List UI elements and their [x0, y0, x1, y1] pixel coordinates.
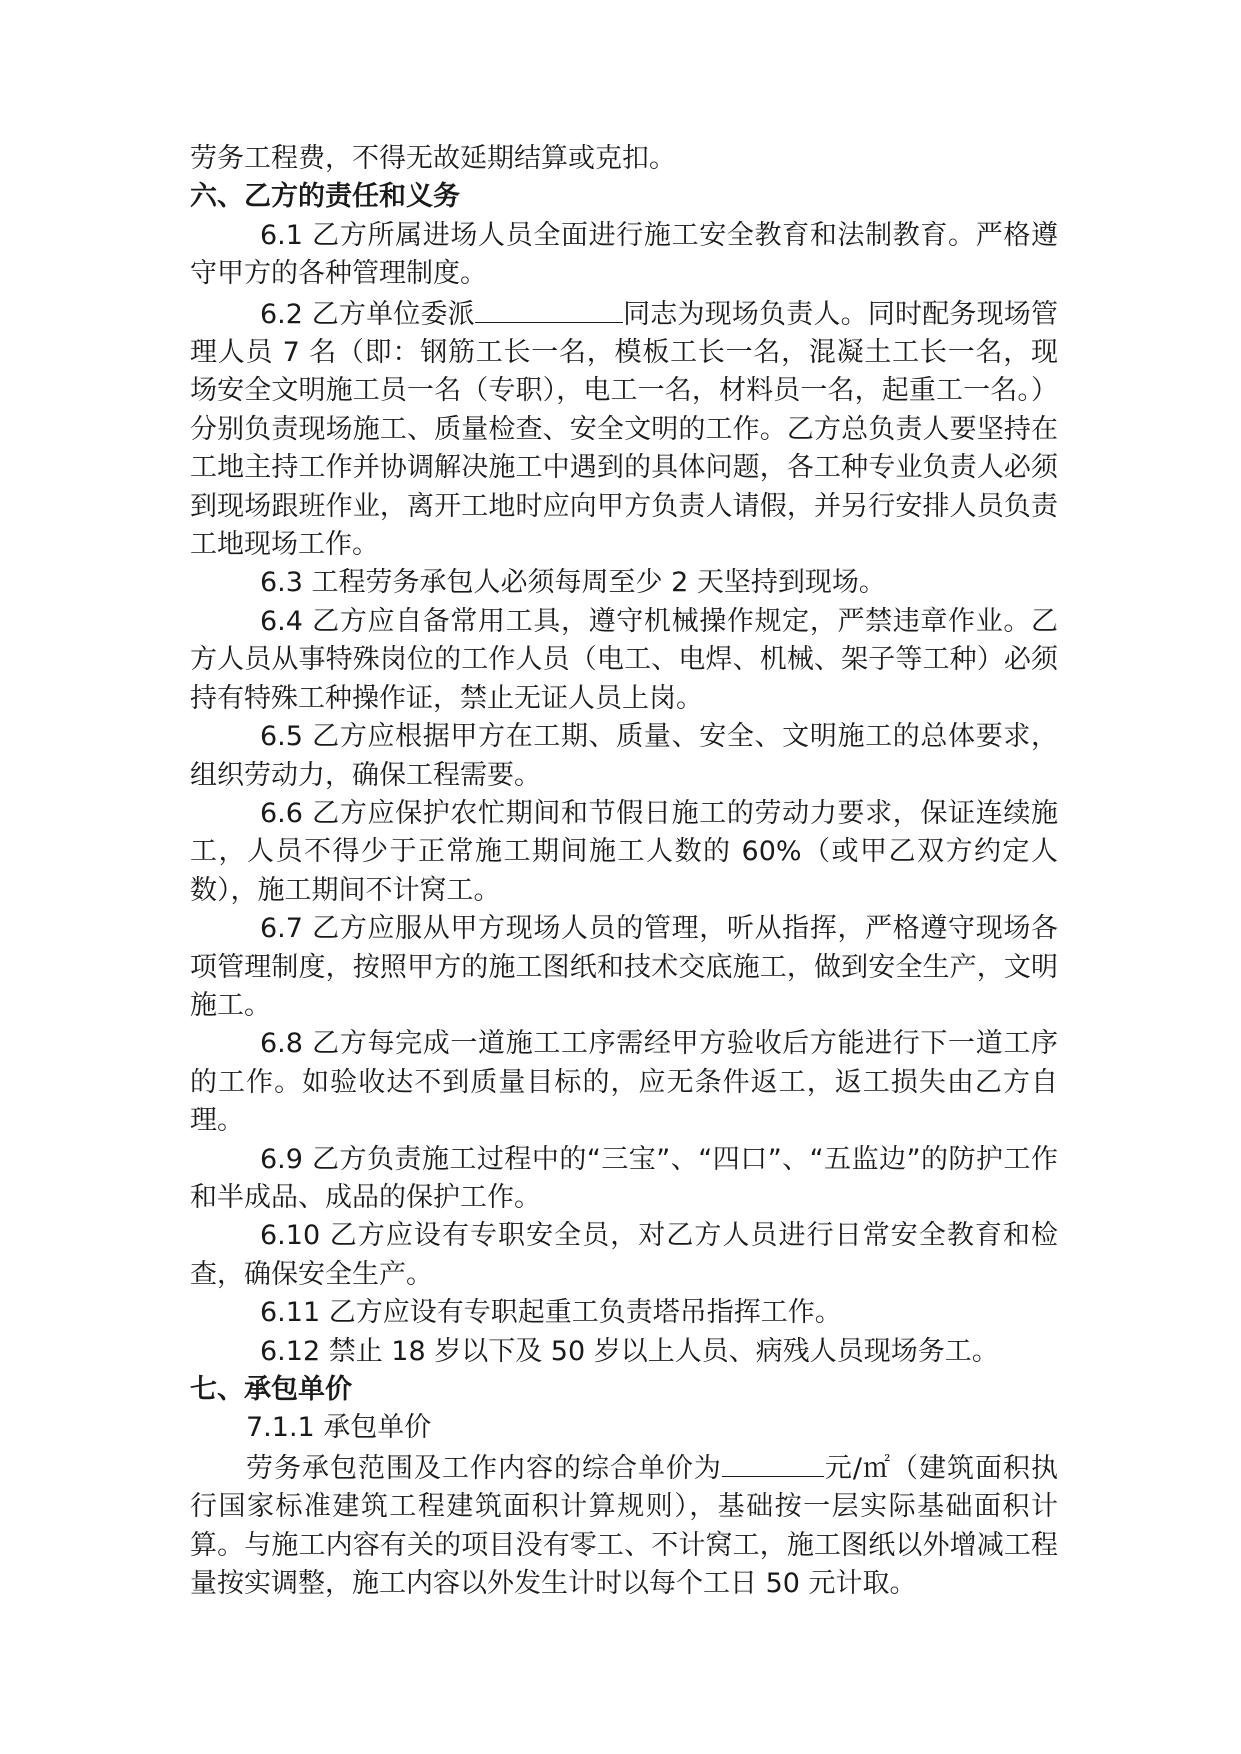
- clause-7-1-1-title: 7.1.1 承包单价: [246, 1412, 432, 1444]
- clause-6-2-rest: 同志为现场负责人。同时配务现场管理人员 7 名（即：钢筋工长一名，模板工长一名，混凝土工长一名，现场安全文明施工员一名（专职），电工一名，材料员一名，起重工一名。）分别负责现场施工、质量检查、安全文明的工作。乙方总负责人要坚持在工地主持工作并协调解决施工中遇到的具体问题，各工种专业负责人必须到现场跟班作业，离开工地时应向甲方负责人请假，并另行安排人员负责工地现场工作。: [190, 298, 1058, 561]
- unit-price-rest: 元/㎡（建筑面积执行国家标准建筑工程建筑面积计算规则），基础按一层实际基础面积计算。与施工内容有关的项目没有零工、不计窝工，施工图纸以外增减工程量按实调整，施工内容以外发生计时以每个工日 50 元计取。: [190, 1452, 1058, 1600]
- clause-6-2: [190, 294, 1058, 565]
- clause-6-7: 6.7 乙方应服从甲方现场人员的管理，听从指挥，严格遵守现场各项管理制度，按照甲方的施工图纸和技术交底施工，做到安全生产，文明施工。: [190, 913, 1058, 1021]
- representative-name-blank[interactable]: [475, 294, 623, 323]
- clause-6-6: 6.6 乙方应保护农忙期间和节假日施工的劳动力要求，保证连续施工，人员不得少于正常施工期间施工人数的 60%（或甲乙双方约定人数），施工期间不计窝工。: [190, 797, 1058, 906]
- clause-6-11: 6.11 乙方应设有专职起重工负责塔吊指挥工作。: [260, 1297, 842, 1329]
- clause-6-12: 6.12 禁止 18 岁以下及 50 岁以上人员、病残人员现场务工。: [260, 1335, 999, 1367]
- clause-6-10: 6.10 乙方应设有专职安全员，对乙方人员进行日常安全教育和检查，确保安全生产。: [190, 1220, 1058, 1290]
- clause-6-2-lead: 6.2 乙方单位委派: [260, 298, 475, 330]
- clause-6-1: 6.1 乙方所属进场人员全面进行施工安全教育和法制教育。严格遵守甲方的各种管理制度。: [190, 219, 1058, 290]
- clause-6-9: 6.9 乙方负责施工过程中的“三宝”、“四口”、“五监边”的防护工作和半成品、成品的保护工作。: [190, 1143, 1058, 1213]
- section-heading-6: 六、乙方的责任和义务: [190, 181, 460, 213]
- clause-7-1-1-body: [190, 1448, 1058, 1604]
- clause-6-5: 6.5 乙方应根据甲方在工期、质量、安全、文明施工的总体要求，组织劳动力，确保工程需要。: [190, 721, 1058, 791]
- document-page: [190, 140, 1058, 1603]
- section-heading-7: 七、承包单价: [190, 1374, 352, 1405]
- clause-6-8: 6.8 乙方每完成一道施工工序需经甲方验收后方能进行下一道工序的工作。如验收达不到质量目标的，应无条件返工，返工损失由乙方自理。: [190, 1028, 1058, 1137]
- unit-price-lead: 劳务承包范围及工作内容的综合单价为: [246, 1452, 722, 1484]
- clause-6-3: 6.3 工程劳务承包人必须每周至少 2 天坚持到现场。: [260, 567, 886, 599]
- clause-6-4: 6.4 乙方应自备常用工具，遵守机械操作规定，严禁违章作业。乙方人员从事特殊岗位的工作人员（电工、电焊、机械、架子等工种）必须持有特殊工种操作证，禁止无证人员上岗。: [190, 605, 1058, 714]
- unit-price-blank[interactable]: [722, 1448, 824, 1477]
- paragraph-continuation: 劳务工程费，不得无故延期结算或克扣。: [190, 143, 676, 174]
